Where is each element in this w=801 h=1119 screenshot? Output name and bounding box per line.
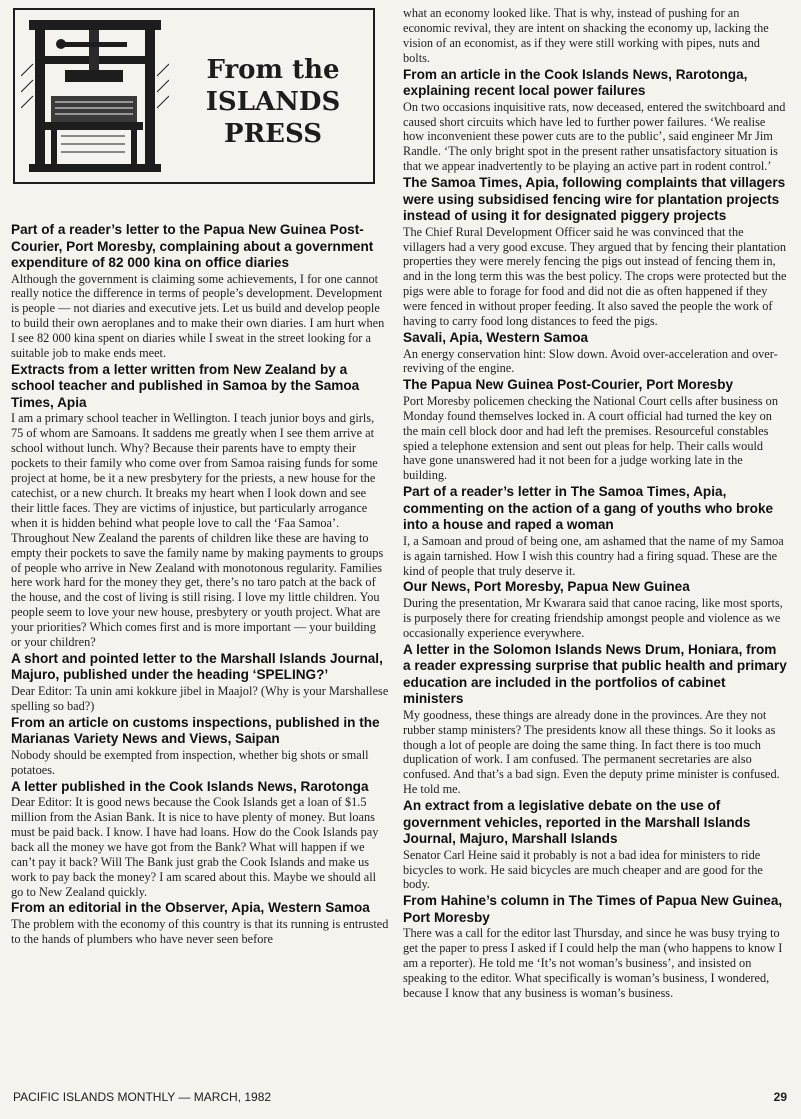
article-headline: From Hahine’s column in The Times of Papua New Guinea, Port Moresby <box>403 893 783 925</box>
article-body: Dear Editor: It is good news because the Cook Islands get a loan of $1.5 million from the Asian Bank. It is nice to have plenty of money. But loans must be paid back. I know. I have had loans. How do the Cook Islands pay back all the money we have got from the Bank? What will happen if we can’t pay it back? Will The Bank just grab the Cook Islands and make us work to pay back the money? I am scared about this. Maybe we should all go to New Zealand quickly. <box>11 795 379 899</box>
article-body: On two occasions inquisitive rats, now deceased, entered the switchboard and caused short circuits which have led to further power failures. ‘We realise how inconvenient these power cuts are to the public’, said engineer Mr Jim Randle. ‘The only bright spot in the present rather unsatisfactory situation is that we appear inadvertently to be playing an active part in rodent control.’ <box>403 99 786 174</box>
article-government-vehicles <box>403 798 787 892</box>
publication-line: PACIFIC ISLANDS MONTHLY — MARCH, 1982 <box>13 1090 272 1104</box>
article-body: During the presentation, Mr Kwarara said that canoe racing, like most sports, is purposely there for creating friendship amongst people and violence as we occasionally experience everywhere. <box>403 595 783 640</box>
article-body: An energy conservation hint: Slow down. Avoid over-acceleration and over-reviving of the engine. <box>403 346 778 376</box>
article-power-failures <box>403 67 787 175</box>
section-masthead <box>13 8 375 184</box>
article-body: Port Moresby policemen checking the National Court cells after business on Monday found themselves locked in. A court official had turned the key on the main cell block door and had left the premises. Resourceful constables spied a telephone extension and sent out pleas for help. Their calls would have gone unanswered had it not been for a judge working late in the building. <box>403 393 778 483</box>
article-headline: Part of a reader’s letter to the Papua New Guinea Post-Courier, Port Moresby, complaining about a government expenditure of 82 000 kina on office diaries <box>11 222 374 270</box>
article-headline: Part of a reader’s letter in The Samoa Times, Apia, commenting on the action of a gang of youths who broke into a house and raped a woman <box>403 484 774 533</box>
article-headline: A short and pointed letter to the Marshall Islands Journal, Majuro, published under the heading ‘SPELING?’ <box>11 650 383 683</box>
article-headline: From an editorial in the Observer, Apia, Western Samoa <box>11 900 370 916</box>
left-column <box>11 222 389 1084</box>
printing-press-illustration <box>21 16 169 176</box>
article-savali <box>403 330 787 376</box>
article-headline: The Samoa Times, Apia, following complaints that villagers were using subsidised fencing wire for plantation projects instead of using it for designated piggery projects <box>403 175 786 224</box>
article-fencing-wire <box>403 175 787 329</box>
article-hahine-column <box>403 893 787 1001</box>
article-observer-continued <box>403 6 787 66</box>
title-line-3: PRESS <box>224 119 322 149</box>
article-headline: From an article on customs inspections, published in the Marianas Variety News and Views, Saipan <box>11 714 380 747</box>
article-headline: Extracts from a letter written from New Zealand by a school teacher and published in Samoa by the Samoa Times, Apia <box>11 361 360 410</box>
article-canoe-racing <box>403 579 787 640</box>
article-body: Senator Carl Heine said it probably is not a bad idea for ministers to ride bicycles to work. He said bicycles are much cheaper and are good for the body. <box>403 847 763 892</box>
article-headline: The Papua New Guinea Post-Courier, Port Moresby <box>403 377 734 393</box>
article-body: Although the government is claiming some achievements, I for one cannot really notice the difference in terms of people’s development. Development is people — not diaries and executive jets. Let us build and develop people to build their own aeroplanes and to make their own diaries. I am hurt when I see 82 000 kina spent on diaries while I sweat in the street looking for a suitable job to make ends meet. <box>11 271 385 361</box>
page-number: 29 <box>773 1090 787 1104</box>
article-speling <box>11 651 389 714</box>
article-observer-editorial <box>11 900 389 946</box>
article-body: Nobody should be exempted from inspection, whether big shots or small potatoes. <box>11 747 369 777</box>
page-footer <box>13 1088 787 1108</box>
article-png-diaries <box>11 222 389 361</box>
article-policemen-locked-in <box>403 377 787 483</box>
article-body: I, a Samoan and proud of being one, am ashamed that the name of my Samoa is again tarnished. How I wish this country had a firing squad. These are the kind of people that truly deserve it. <box>403 533 784 578</box>
article-body: The Chief Rural Development Officer said he was convinced that the villagers had a very good excuse. They argued that by fencing their plantation properties they were merely fencing the pigs out instead of fencing them in, and in the long term this was the best policy. The crops were protected but the pigs were able to forage for food and did not die as often happened if they were fenced in without proper feeding. It also saved the people the work of having to carry food long distances to feed the pigs. <box>403 224 787 329</box>
article-body: what an economy looked like. That is why, instead of pushing for an economic revival, they are intent on shacking the economy up, lacking the vision of an economist, as if they were still working with pipes, nuts and bolts. <box>403 6 769 65</box>
article-body: Dear Editor: Ta unin ami kokkure jibel in Maajol? (Why is your Marshallese spelling so bad?) <box>11 683 389 713</box>
title-line-2: ISLANDS <box>205 87 341 117</box>
title-line-1: From the <box>206 55 340 85</box>
article-headline: From an article in the Cook Islands News, Rarotonga, explaining recent local power failures <box>403 66 748 99</box>
article-body: My goodness, these things are already done in the provinces. Are they not rubber stamp ministers? The presidents know all these things. So it looks as though a lot of people are doing the same thing. In fact there is too much duplication of work. I am confused. The permanent secretaries are also confused. And that’s a bad sign. Even the deputy prime minister is confused. He told me. <box>403 707 780 797</box>
article-nz-teacher <box>11 362 389 650</box>
right-column <box>403 6 787 1084</box>
article-samoa-gang <box>403 484 787 578</box>
article-cabinet-ministers <box>403 642 787 797</box>
article-customs <box>11 715 389 778</box>
article-headline: Savali, Apia, Western Samoa <box>403 330 589 345</box>
article-headline: Our News, Port Moresby, Papua New Guinea <box>403 579 690 595</box>
article-body: The problem with the economy of this country is that its running is entrusted to the hands of plumbers who have never seen before <box>11 916 389 946</box>
article-body: There was a call for the editor last Thursday, and since he was busy trying to get the paper to press I asked if I could help the man (who happens to know I am a reporter). He told me ‘It’s not woman’s business’, and insisted on speaking to the editor. What specifically is woman’s business, I wondered, because I know that any business is woman’s business. <box>403 926 783 1000</box>
article-cook-islands-loan <box>11 779 389 900</box>
article-headline: A letter in the Solomon Islands News Drum, Honiara, from a reader expressing surprise that public health and primary education are included in the portfolios of cabinet ministers <box>403 641 787 707</box>
article-headline: A letter published in the Cook Islands News, Rarotonga <box>11 778 369 794</box>
article-body: I am a primary school teacher in Wellington. I teach junior boys and girls, 75 of whom are Samoans. It saddens me greatly when I see them arrive at school without lunch. Why? Because their parents have to empty their pockets to their family who come over from Samoa raising funds for some project at home, be it a new presbytery for the priests, a new house for the catechist, or a new church. It breaks my heart when I look down and see their little faces. They are victims of injustice, but particularly arrogance when it is hidden behind what people love to call the ‘Faa Samoa’. Throughout New Zealand the parents of children like these are having to empty their pockets to save the family name by making payments to groups of people who arrive in New Zealand with monotonous regularity. Families here work hard for the money they get, there’s no taro patch at the back of the house, and the cost of living is still rising. I love my little children. You people seem to love your new house, presbytery or youth project. What are your priorities? Which comes first and is more important — your building or your children? <box>11 411 384 650</box>
section-title <box>175 54 371 150</box>
article-headline: An extract from a legislative debate on the use of government vehicles, reported in the Marshall Islands Journal, Majuro, Marshall Islands <box>403 798 751 847</box>
